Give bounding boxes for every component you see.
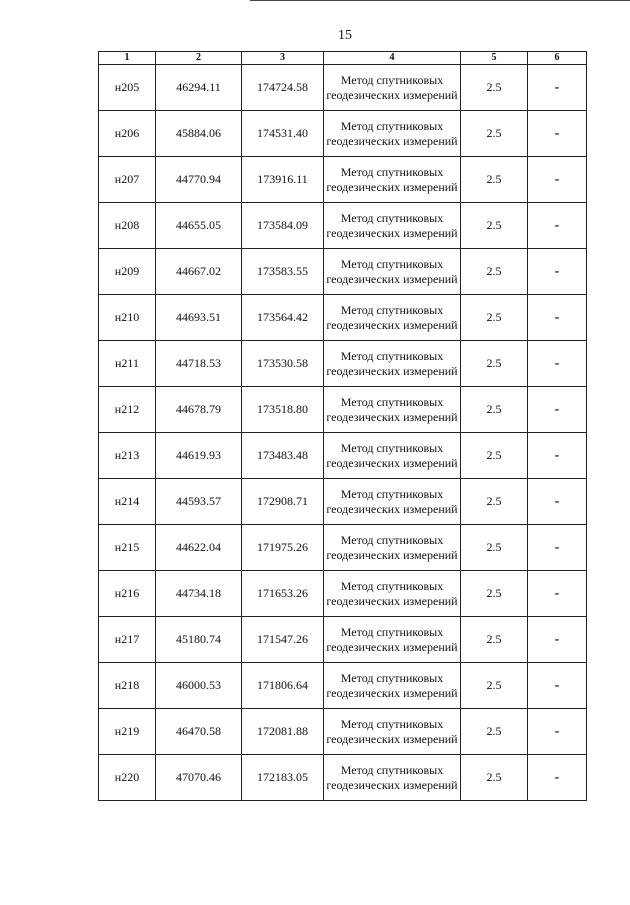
table-row [99, 617, 587, 663]
x-coordinate-cell: 44667.02 [156, 249, 242, 295]
x-coordinate-cell: 46000.53 [156, 663, 242, 709]
note-cell: - [528, 111, 587, 157]
x-coordinate-cell: 44619.93 [156, 433, 242, 479]
note-cell: - [528, 203, 587, 249]
y-coordinate-cell: 171806.64 [242, 663, 324, 709]
point-cell: н215 [99, 525, 156, 571]
accuracy-cell: 2.5 [461, 341, 528, 387]
y-coordinate-cell: 171653.26 [242, 571, 324, 617]
note-cell: - [528, 617, 587, 663]
accuracy-cell: 2.5 [461, 525, 528, 571]
table-body [99, 65, 587, 801]
accuracy-cell: 2.5 [461, 709, 528, 755]
column-header: 2 [156, 52, 242, 65]
method-cell: Метод спутниковых геодезических измерений [324, 755, 461, 801]
method-cell: Метод спутниковых геодезических измерений [324, 525, 461, 571]
method-cell: Метод спутниковых геодезических измерений [324, 663, 461, 709]
column-header: 5 [461, 52, 528, 65]
scan-top-edge-line [250, 0, 630, 1]
method-cell: Метод спутниковых геодезических измерений [324, 157, 461, 203]
x-coordinate-cell: 44622.04 [156, 525, 242, 571]
y-coordinate-cell: 171975.26 [242, 525, 324, 571]
note-cell: - [528, 663, 587, 709]
table-row [99, 663, 587, 709]
accuracy-cell: 2.5 [461, 157, 528, 203]
point-cell: н206 [99, 111, 156, 157]
y-coordinate-cell: 172081.88 [242, 709, 324, 755]
point-cell: н211 [99, 341, 156, 387]
accuracy-cell: 2.5 [461, 479, 528, 525]
y-coordinate-cell: 173518.80 [242, 387, 324, 433]
method-cell: Метод спутниковых геодезических измерений [324, 249, 461, 295]
accuracy-cell: 2.5 [461, 387, 528, 433]
x-coordinate-cell: 44593.57 [156, 479, 242, 525]
point-cell: н220 [99, 755, 156, 801]
point-cell: н217 [99, 617, 156, 663]
point-cell: н218 [99, 663, 156, 709]
page-number: 15 [338, 28, 352, 43]
x-coordinate-cell: 45884.06 [156, 111, 242, 157]
x-coordinate-cell: 44693.51 [156, 295, 242, 341]
point-cell: н214 [99, 479, 156, 525]
y-coordinate-cell: 173530.58 [242, 341, 324, 387]
method-cell: Метод спутниковых геодезических измерений [324, 479, 461, 525]
x-coordinate-cell: 45180.74 [156, 617, 242, 663]
y-coordinate-cell: 174531.40 [242, 111, 324, 157]
note-cell: - [528, 479, 587, 525]
method-cell: Метод спутниковых геодезических измерений [324, 387, 461, 433]
x-coordinate-cell: 47070.46 [156, 755, 242, 801]
point-cell: н216 [99, 571, 156, 617]
accuracy-cell: 2.5 [461, 65, 528, 111]
point-cell: н219 [99, 709, 156, 755]
method-cell: Метод спутниковых геодезических измерений [324, 295, 461, 341]
y-coordinate-cell: 173584.09 [242, 203, 324, 249]
note-cell: - [528, 65, 587, 111]
table-row [99, 249, 587, 295]
accuracy-cell: 2.5 [461, 433, 528, 479]
accuracy-cell: 2.5 [461, 295, 528, 341]
y-coordinate-cell: 173483.48 [242, 433, 324, 479]
method-cell: Метод спутниковых геодезических измерений [324, 709, 461, 755]
y-coordinate-cell: 174724.58 [242, 65, 324, 111]
note-cell: - [528, 249, 587, 295]
point-cell: н210 [99, 295, 156, 341]
note-cell: - [528, 433, 587, 479]
y-coordinate-cell: 173583.55 [242, 249, 324, 295]
note-cell: - [528, 387, 587, 433]
y-coordinate-cell: 173564.42 [242, 295, 324, 341]
point-cell: н207 [99, 157, 156, 203]
coordinates-table [98, 51, 587, 801]
x-coordinate-cell: 44655.05 [156, 203, 242, 249]
method-cell: Метод спутниковых геодезических измерений [324, 433, 461, 479]
method-cell: Метод спутниковых геодезических измерений [324, 571, 461, 617]
x-coordinate-cell: 44734.18 [156, 571, 242, 617]
table-row [99, 709, 587, 755]
accuracy-cell: 2.5 [461, 203, 528, 249]
table-row [99, 111, 587, 157]
accuracy-cell: 2.5 [461, 111, 528, 157]
note-cell: - [528, 295, 587, 341]
table-row [99, 157, 587, 203]
table-header-row [99, 52, 587, 65]
point-cell: н205 [99, 65, 156, 111]
table-row [99, 203, 587, 249]
point-cell: н213 [99, 433, 156, 479]
y-coordinate-cell: 173916.11 [242, 157, 324, 203]
x-coordinate-cell: 44678.79 [156, 387, 242, 433]
table-row [99, 387, 587, 433]
table-row [99, 525, 587, 571]
accuracy-cell: 2.5 [461, 249, 528, 295]
point-cell: н212 [99, 387, 156, 433]
method-cell: Метод спутниковых геодезических измерений [324, 341, 461, 387]
note-cell: - [528, 157, 587, 203]
column-header: 3 [242, 52, 324, 65]
column-header: 4 [324, 52, 461, 65]
table-row [99, 433, 587, 479]
point-cell: н208 [99, 203, 156, 249]
column-header: 6 [528, 52, 587, 65]
x-coordinate-cell: 46470.58 [156, 709, 242, 755]
accuracy-cell: 2.5 [461, 755, 528, 801]
x-coordinate-cell: 44718.53 [156, 341, 242, 387]
accuracy-cell: 2.5 [461, 571, 528, 617]
point-cell: н209 [99, 249, 156, 295]
table-row [99, 65, 587, 111]
table-row [99, 755, 587, 801]
note-cell: - [528, 341, 587, 387]
method-cell: Метод спутниковых геодезических измерений [324, 111, 461, 157]
method-cell: Метод спутниковых геодезических измерений [324, 65, 461, 111]
column-header: 1 [99, 52, 156, 65]
accuracy-cell: 2.5 [461, 617, 528, 663]
table-row [99, 341, 587, 387]
y-coordinate-cell: 171547.26 [242, 617, 324, 663]
y-coordinate-cell: 172183.05 [242, 755, 324, 801]
y-coordinate-cell: 172908.71 [242, 479, 324, 525]
method-cell: Метод спутниковых геодезических измерений [324, 203, 461, 249]
table-row [99, 295, 587, 341]
note-cell: - [528, 571, 587, 617]
accuracy-cell: 2.5 [461, 663, 528, 709]
note-cell: - [528, 525, 587, 571]
table-row [99, 479, 587, 525]
table-row [99, 571, 587, 617]
note-cell: - [528, 755, 587, 801]
x-coordinate-cell: 44770.94 [156, 157, 242, 203]
note-cell: - [528, 709, 587, 755]
x-coordinate-cell: 46294.11 [156, 65, 242, 111]
method-cell: Метод спутниковых геодезических измерений [324, 617, 461, 663]
